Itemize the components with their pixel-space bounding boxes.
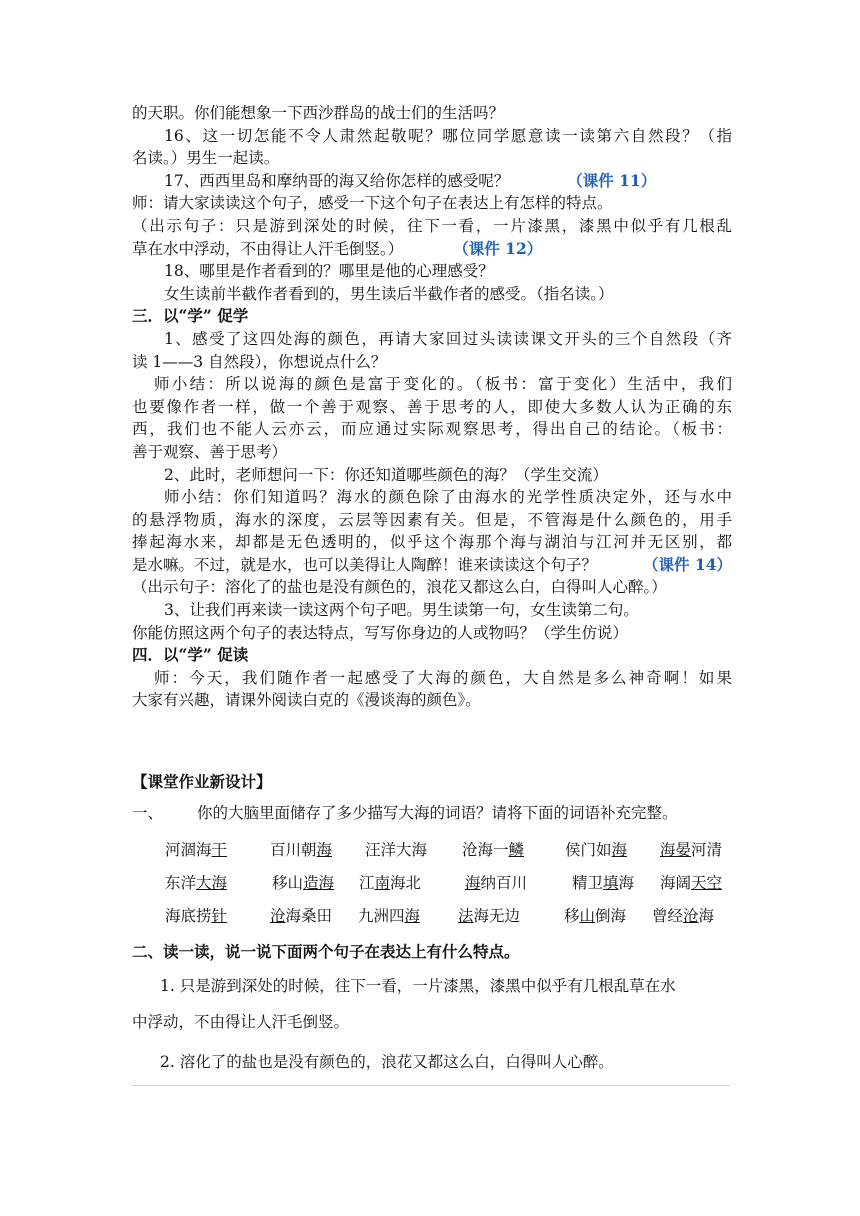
text-line: 名读。）男生一起读。: [132, 149, 280, 168]
idiom-item: 汪洋大海: [365, 841, 428, 860]
text-line: 2、此时，老师想问一下：你还知道哪些颜色的海？（学生交流）: [164, 465, 608, 484]
text-line: 的天职。你们能想象一下西沙群岛的战士们的生活吗？: [132, 104, 505, 122]
idiom-item: 九洲四海: [358, 907, 421, 926]
section-heading-3: 三．以“学” 促学: [132, 306, 249, 326]
idiom-row-3: [132, 900, 732, 933]
courseware-link-14[interactable]: （课件 14）: [643, 554, 732, 574]
text-line: 也要像作者一样，做一个善于观察、善于思考的人，即使大多数人认为正确的东: [132, 397, 732, 416]
document-page: [132, 102, 732, 1077]
question-text: 你的大脑里面储存了多少描写大海的词语？请将下面的词语补充完整。: [197, 804, 678, 823]
text-line: 师小结：你们知道吗？海水的颜色除了由海水的光学性质决定外，还与水中: [164, 488, 732, 507]
text-line: 读 1——3 自然段），你想说点什么？: [132, 352, 387, 371]
idiom-item: 移山倒海: [564, 907, 627, 926]
idiom-item: 河涸海干: [165, 841, 228, 860]
text-line: 师小结：所以说海的颜色是富于变化的。（板书：富于变化）生活中，我们: [154, 375, 732, 394]
text-line: 善于观察、善于思考）: [132, 442, 288, 461]
idiom-item: 侯门如海: [565, 841, 628, 860]
text-line: 师：请大家读读这个句子，感受一下这个句子在表达上有怎样的特点。: [132, 194, 613, 213]
idiom-item: 曾经沧海: [652, 907, 715, 926]
idiom-item: 海晏河清: [660, 841, 723, 860]
idiom-item: 海纳百川: [465, 874, 528, 893]
text-line: [132, 238, 732, 261]
idiom-item: 沧海一鳞: [462, 841, 525, 860]
text-line: 18、哪里是作者看到的？哪里是他的心理感受？: [164, 262, 494, 281]
sentence-1-cont: 中浮动，不由得让人汗毛倒竖。: [132, 1013, 350, 1032]
text-line: 西，我们也不能人云亦云，而应通过实际观察思考，得出自己的结论。（板书：: [132, 420, 732, 439]
idiom-row-1: [132, 834, 732, 867]
text-line: （出示句子：溶化了的盐也是没有颜色的，浪花又都这么白，白得叫人心醉。）: [132, 578, 667, 597]
text-line: 1、感受了这四处海的颜色，再请大家回过头读读课文开头的三个自然段（齐: [164, 329, 732, 348]
idiom-item: 海阔天空: [660, 874, 723, 893]
text-line: （出示句子：只是游到深处的时候，往下一看，一片漆黑，漆黑中似乎有几根乱: [132, 216, 732, 235]
quote-text: 草在水中浮动，不由得让人汗毛倒竖。）: [132, 239, 404, 258]
idiom-item: 海底捞针: [165, 907, 228, 926]
question-17: 17、西西里岛和摩纳哥的海又给你怎样的感受呢？: [164, 171, 510, 190]
idiom-item: 沧海桑田: [270, 907, 333, 926]
text-line: 女生读前半截作者看到的，男生读后半截作者的感受。（指名读。）: [164, 284, 614, 303]
text-line: 大家有兴趣，请课外阅读白克的《漫谈海的颜色》。: [132, 691, 481, 710]
text-line: 捧起海水来，却都是无色透明的，似乎这个海那个海与湖泊与江河并无区别，都: [132, 533, 732, 552]
idiom-item: 百川朝海: [270, 841, 333, 860]
text-segment: 是水嘛。不过，就是水，也可以美得让人陶醉！谁来读读这个句子？: [132, 555, 598, 574]
footer-divider: [132, 1085, 730, 1086]
idiom-item: 东洋大海: [165, 874, 228, 893]
text-line: 3、让我们再来读一读这两个句子吧。男生读第一句，女生读第二句。: [164, 601, 639, 620]
section-heading-4: 四．以“学” 促读: [132, 645, 249, 665]
idiom-item: 精卫填海: [572, 874, 635, 893]
text-line: [132, 554, 732, 577]
text-line: [132, 170, 732, 193]
question-2: 二、读一读，说一说下面两个句子在表达上有什么特点。: [132, 942, 520, 962]
sentence-1: 1. 只是游到深处的时候，往下一看，一片漆黑，漆黑中似乎有几根乱草在水: [160, 977, 676, 996]
text-line: 16、这一切怎能不令人肃然起敬呢？哪位同学愿意读一读第六自然段？（指: [164, 126, 732, 145]
sentence-2: 2. 溶化了的盐也是没有颜色的，浪花又都这么白，白得叫人心醉。: [160, 1053, 614, 1072]
idiom-item: 移山造海: [272, 874, 335, 893]
question-number: 一、: [132, 804, 164, 823]
text-line: 师：今天，我们随作者一起感受了大海的颜色，大自然是多么神奇啊！如果: [154, 668, 732, 687]
courseware-link-11[interactable]: （课件 11）: [567, 170, 657, 190]
question-1: [132, 798, 732, 828]
courseware-link-12[interactable]: （课件 12）: [453, 238, 543, 258]
idiom-item: 江南海北: [359, 874, 422, 893]
text-line: 你能仿照这两个句子的表达特点，写写你身边的人或物吗？（学生仿说）: [132, 623, 629, 642]
idiom-row-2: [132, 867, 732, 900]
idiom-item: 法海无边: [458, 907, 521, 926]
homework-title: 【课堂作业新设计】: [132, 772, 272, 792]
text-line: 的悬浮物质，海水的深度，云层等因素有关。但是，不管海是什么颜色的，用手: [132, 510, 732, 529]
